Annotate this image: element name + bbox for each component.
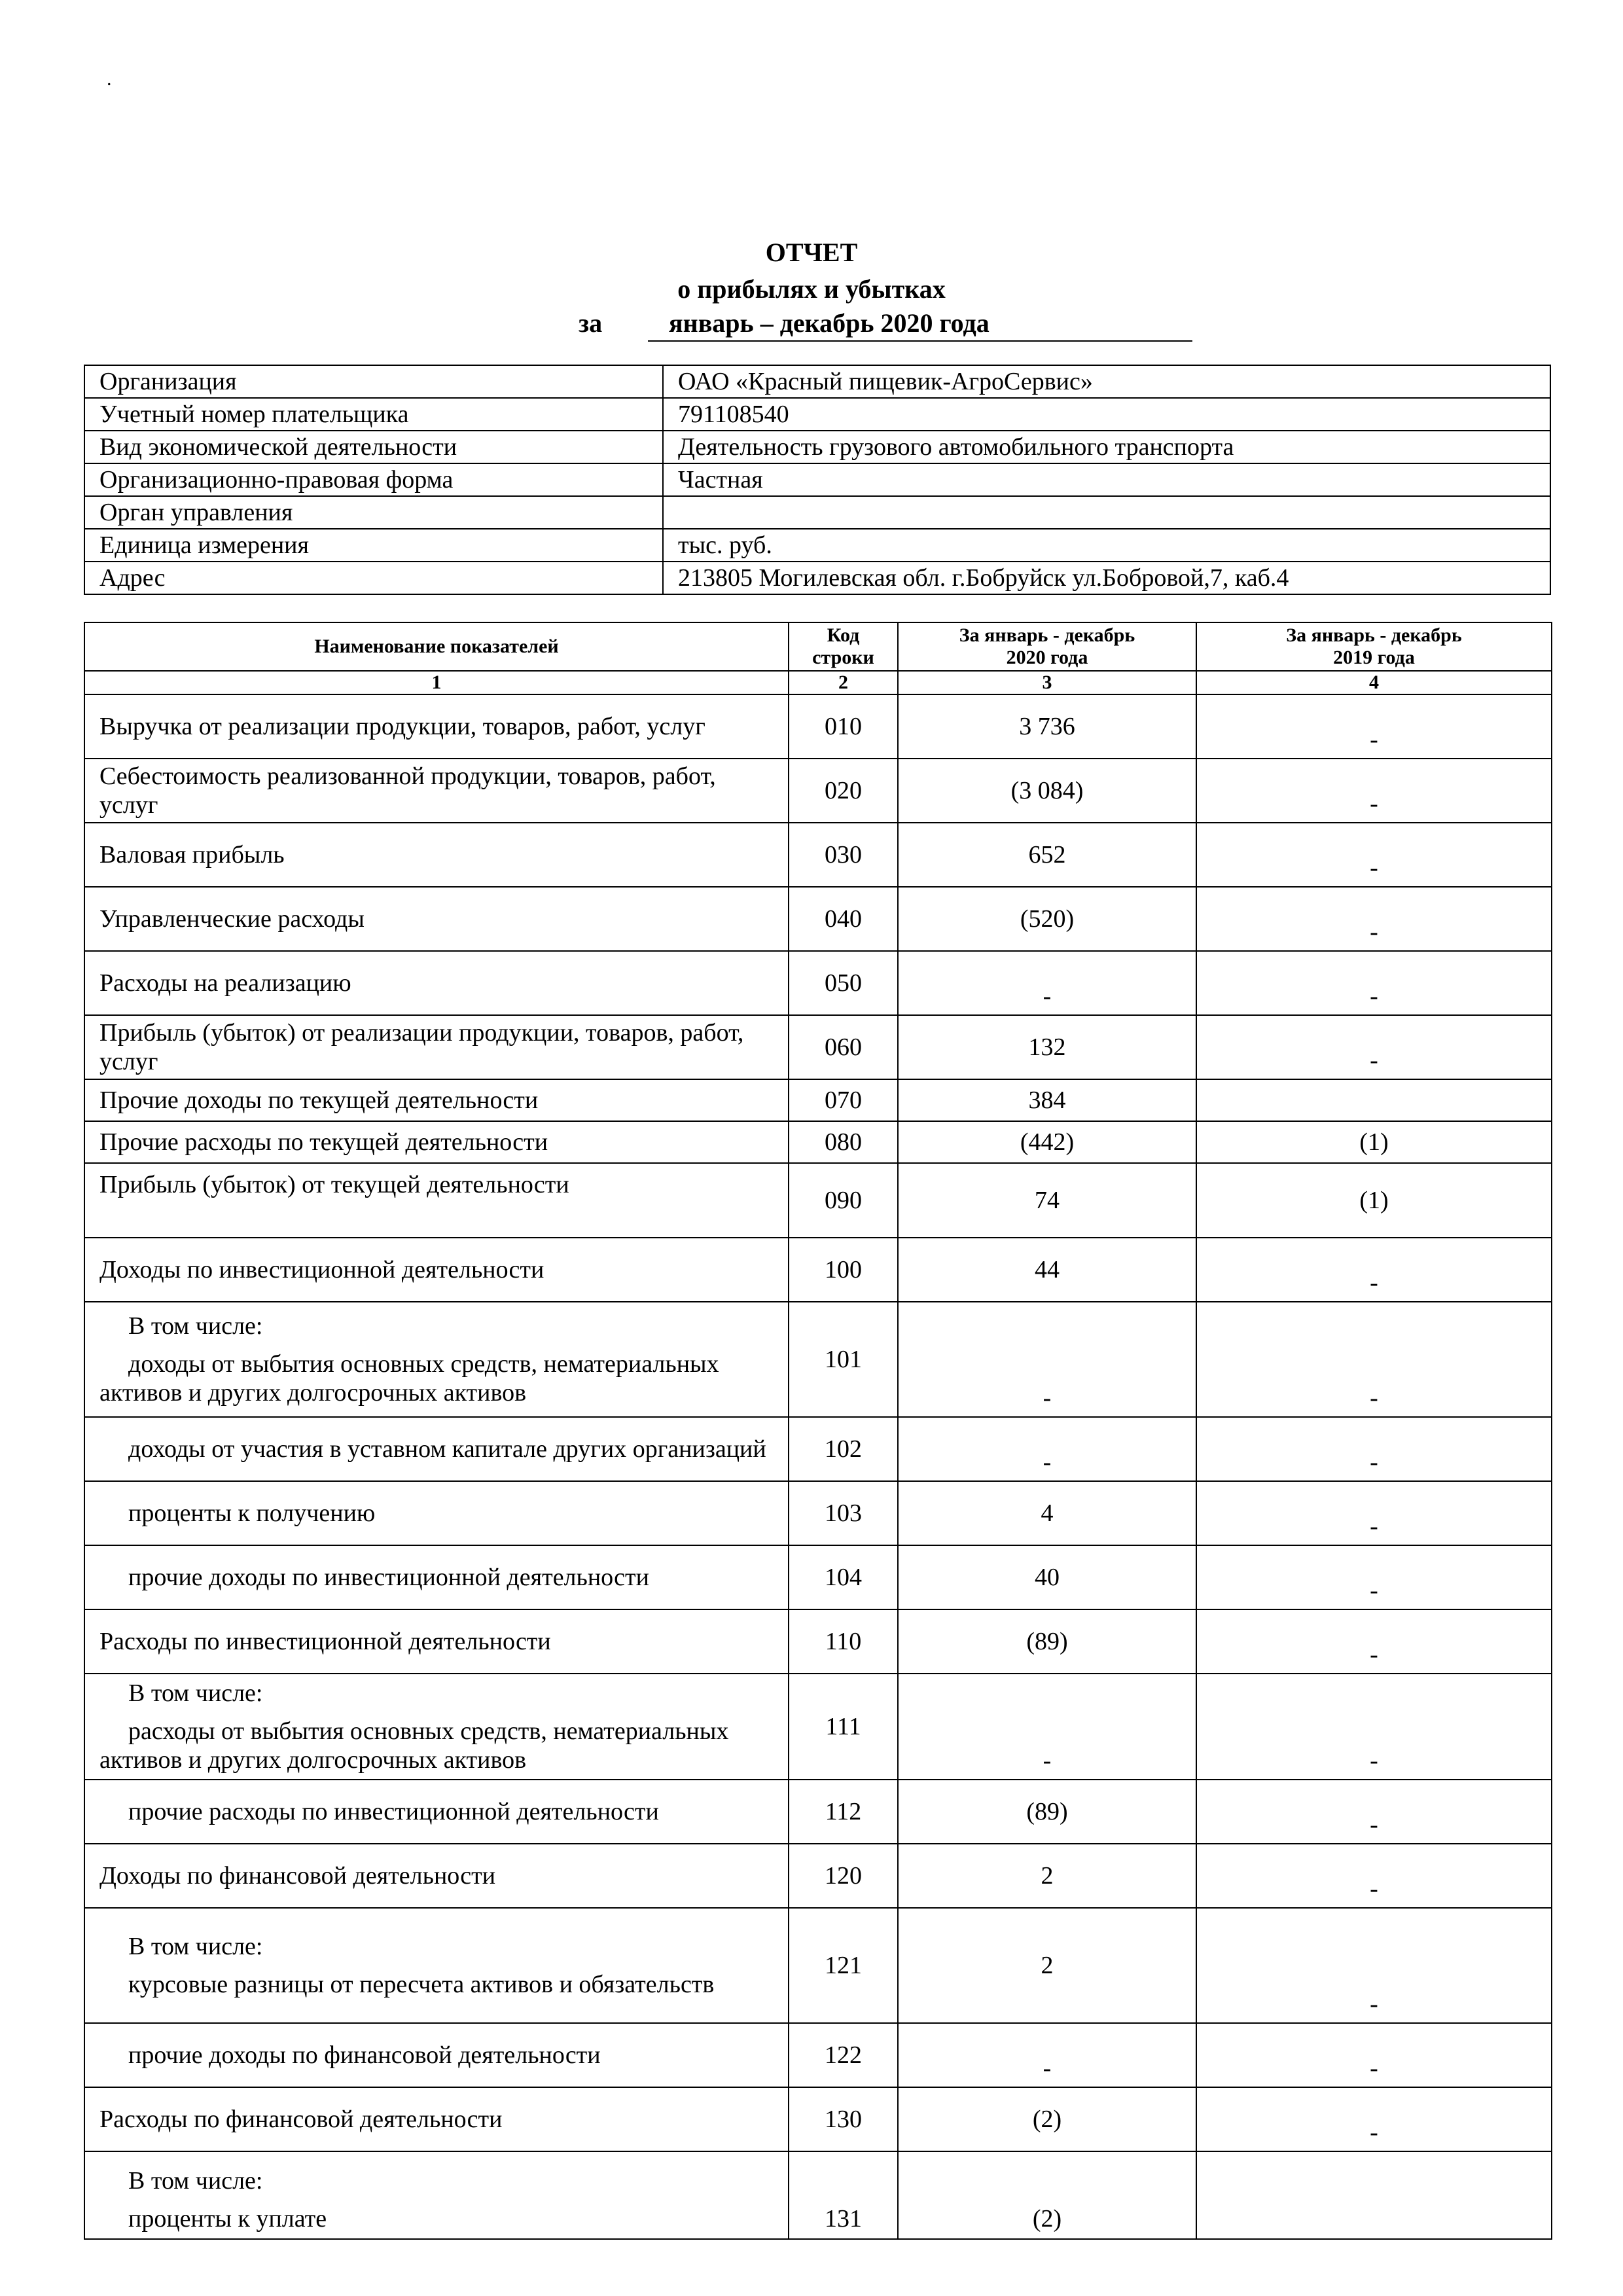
column-header-current — [898, 622, 1196, 671]
table-row — [84, 1302, 1552, 1417]
row-value-2019: - — [1196, 1609, 1552, 1674]
row-name-cell — [84, 1302, 789, 1417]
table-row — [84, 1417, 1552, 1481]
row-value-2019: - — [1196, 1481, 1552, 1545]
row-name: Расходы по инвестиционной деятельности — [84, 1609, 789, 1674]
table-row — [84, 951, 1552, 1015]
column-header-name: Наименование показателей — [84, 622, 789, 671]
column-number-row — [84, 671, 1552, 694]
row-name: Прибыль (убыток) от реализации продукции, товаров, работ, услуг — [84, 1015, 789, 1079]
column-header-previous-line1: За январь - декабрь — [1286, 624, 1462, 646]
report-period: январь – декабрь 2020 года — [648, 308, 1192, 342]
report-subtitle: о прибылях и убытках — [677, 274, 946, 304]
info-row — [84, 529, 1550, 562]
row-name: Прибыль (убыток) от текущей деятельности — [84, 1163, 789, 1238]
table-row — [84, 1163, 1552, 1238]
table-row — [84, 1481, 1552, 1545]
info-label: Адрес — [84, 562, 663, 594]
row-value-2020: 2 — [898, 1908, 1196, 2023]
row-value-2019 — [1196, 2151, 1552, 2239]
row-code: 120 — [789, 1844, 898, 1908]
row-value-2019: - — [1196, 1417, 1552, 1481]
row-value-2019: (1) — [1196, 1163, 1552, 1238]
row-value-2020: (2) — [898, 2087, 1196, 2151]
table-row — [84, 1609, 1552, 1674]
column-number: 1 — [84, 671, 789, 694]
row-value-2020: (520) — [898, 887, 1196, 951]
report-title: ОТЧЕТ — [765, 238, 858, 267]
row-name: прочие доходы по финансовой деятельности — [128, 2041, 601, 2069]
row-name: прочие доходы по инвестиционной деятельности — [128, 1564, 649, 1591]
row-name: курсовые разницы от пересчета активов и обязательств — [128, 1971, 715, 1998]
table-row — [84, 1121, 1552, 1163]
row-code: 030 — [789, 823, 898, 887]
row-value-2020: 44 — [898, 1238, 1196, 1302]
info-value: Деятельность грузового автомобильного транспорта — [663, 431, 1550, 463]
table-row — [84, 887, 1552, 951]
table-row — [84, 1545, 1552, 1609]
row-name: проценты к уплате — [128, 2205, 327, 2233]
table-row — [84, 2151, 1552, 2239]
row-value-2019 — [1196, 1079, 1552, 1121]
column-number: 3 — [898, 671, 1196, 694]
info-value: ОАО «Красный пищевик-АгроСервис» — [663, 365, 1550, 398]
page-dot: . — [107, 68, 112, 90]
row-name-cell — [84, 2023, 789, 2087]
row-value-2019: - — [1196, 1674, 1552, 1780]
row-value-2020: 652 — [898, 823, 1196, 887]
row-value-2019: - — [1196, 759, 1552, 823]
table-row — [84, 1844, 1552, 1908]
row-name: доходы от выбытия основных средств, нематериальных активов и других долгосрочных активов — [99, 1350, 719, 1407]
row-code: 121 — [789, 1908, 898, 2023]
table-row — [84, 1674, 1552, 1780]
row-name: Расходы на реализацию — [84, 951, 789, 1015]
column-header-previous — [1196, 622, 1552, 671]
row-code: 070 — [789, 1079, 898, 1121]
row-code: 080 — [789, 1121, 898, 1163]
row-code: 050 — [789, 951, 898, 1015]
row-code: 060 — [789, 1015, 898, 1079]
row-value-2019: - — [1196, 1844, 1552, 1908]
profit-loss-table — [84, 622, 1552, 2240]
info-value: тыс. руб. — [663, 529, 1550, 562]
row-name: Прочие расходы по текущей деятельности — [84, 1121, 789, 1163]
row-value-2020: (2) — [898, 2151, 1196, 2239]
row-code: 040 — [789, 887, 898, 951]
row-code: 131 — [789, 2151, 898, 2239]
row-code: 110 — [789, 1609, 898, 1674]
table-row — [84, 1238, 1552, 1302]
table-row — [84, 1780, 1552, 1844]
info-row — [84, 431, 1550, 463]
row-code: 102 — [789, 1417, 898, 1481]
info-label: Организационно-правовая форма — [84, 463, 663, 496]
row-name-cell — [84, 1674, 789, 1780]
row-value-2020: 74 — [898, 1163, 1196, 1238]
info-value — [663, 496, 1550, 529]
row-note: В том числе: — [128, 1312, 263, 1340]
info-value: 791108540 — [663, 398, 1550, 431]
column-header-code-line1: Код — [827, 624, 860, 646]
row-value-2020: - — [898, 1302, 1196, 1417]
row-value-2020: - — [898, 951, 1196, 1015]
row-name: прочие расходы по инвестиционной деятельности — [128, 1798, 659, 1825]
row-code: 103 — [789, 1481, 898, 1545]
info-row — [84, 496, 1550, 529]
row-name: проценты к получению — [128, 1499, 376, 1527]
row-value-2019: - — [1196, 1908, 1552, 2023]
row-name-cell — [84, 2151, 789, 2239]
row-code: 100 — [789, 1238, 898, 1302]
row-value-2019: (1) — [1196, 1121, 1552, 1163]
column-number: 4 — [1196, 671, 1552, 694]
row-value-2019: - — [1196, 1015, 1552, 1079]
row-name: Валовая прибыль — [84, 823, 789, 887]
row-name-cell — [84, 1417, 789, 1481]
row-name: Себестоимость реализованной продукции, товаров, работ, услуг — [84, 759, 789, 823]
row-value-2019: - — [1196, 2023, 1552, 2087]
column-header-current-line2: 2020 года — [1006, 647, 1088, 668]
info-row — [84, 398, 1550, 431]
row-value-2020: 2 — [898, 1844, 1196, 1908]
row-name: Доходы по финансовой деятельности — [84, 1844, 789, 1908]
table-row — [84, 759, 1552, 823]
row-value-2019: - — [1196, 2087, 1552, 2151]
row-code: 101 — [789, 1302, 898, 1417]
info-value: 213805 Могилевская обл. г.Бобруйск ул.Бобровой,7, каб.4 — [663, 562, 1550, 594]
organization-info-table — [84, 365, 1551, 595]
table-row — [84, 1908, 1552, 2023]
info-row — [84, 562, 1550, 594]
info-label: Организация — [84, 365, 663, 398]
column-header-code — [789, 622, 898, 671]
row-value-2019: - — [1196, 823, 1552, 887]
row-value-2020: (3 084) — [898, 759, 1196, 823]
row-value-2020: (89) — [898, 1609, 1196, 1674]
row-name-cell — [84, 1545, 789, 1609]
table-row — [84, 2023, 1552, 2087]
info-label: Вид экономической деятельности — [84, 431, 663, 463]
row-name-cell — [84, 1908, 789, 2023]
table-row — [84, 823, 1552, 887]
row-code: 010 — [789, 694, 898, 759]
row-name: Прочие доходы по текущей деятельности — [84, 1079, 789, 1121]
row-note: В том числе: — [128, 2167, 263, 2195]
row-value-2020: 3 736 — [898, 694, 1196, 759]
row-value-2019: - — [1196, 1238, 1552, 1302]
row-value-2020: - — [898, 1417, 1196, 1481]
row-value-2020: 132 — [898, 1015, 1196, 1079]
table-header-row — [84, 622, 1552, 671]
column-number: 2 — [789, 671, 898, 694]
row-code: 020 — [789, 759, 898, 823]
column-header-previous-line2: 2019 года — [1333, 647, 1415, 668]
row-value-2020: - — [898, 2023, 1196, 2087]
info-row — [84, 463, 1550, 496]
table-row — [84, 694, 1552, 759]
row-value-2020: - — [898, 1674, 1196, 1780]
row-code: 111 — [789, 1674, 898, 1780]
table-row — [84, 1015, 1552, 1079]
row-name: Выручка от реализации продукции, товаров, работ, услуг — [84, 694, 789, 759]
info-row — [84, 365, 1550, 398]
info-label: Единица измерения — [84, 529, 663, 562]
table-row — [84, 2087, 1552, 2151]
row-value-2019: - — [1196, 1545, 1552, 1609]
row-name-cell — [84, 1481, 789, 1545]
row-value-2019: - — [1196, 1780, 1552, 1844]
row-name: доходы от участия в уставном капитале других организаций — [128, 1435, 766, 1463]
row-value-2019: - — [1196, 887, 1552, 951]
column-header-code-line2: строки — [812, 647, 874, 668]
row-note: В том числе: — [128, 1679, 263, 1707]
row-name-cell — [84, 1780, 789, 1844]
period-prefix: за — [579, 308, 603, 338]
row-name: Расходы по финансовой деятельности — [84, 2087, 789, 2151]
row-value-2019: - — [1196, 1302, 1552, 1417]
row-value-2020: 384 — [898, 1079, 1196, 1121]
info-value: Частная — [663, 463, 1550, 496]
row-name: Управленческие расходы — [84, 887, 789, 951]
row-value-2020: 40 — [898, 1545, 1196, 1609]
row-code: 130 — [789, 2087, 898, 2151]
row-note: В том числе: — [128, 1933, 263, 1960]
row-value-2020: (442) — [898, 1121, 1196, 1163]
row-code: 112 — [789, 1780, 898, 1844]
row-code: 104 — [789, 1545, 898, 1609]
row-name: расходы от выбытия основных средств, нематериальных активов и других долгосрочных активов — [99, 1717, 729, 1774]
column-header-current-line1: За январь - декабрь — [959, 624, 1135, 646]
row-value-2020: 4 — [898, 1481, 1196, 1545]
row-value-2019: - — [1196, 694, 1552, 759]
row-code: 122 — [789, 2023, 898, 2087]
row-value-2019: - — [1196, 951, 1552, 1015]
info-label: Учетный номер плательщика — [84, 398, 663, 431]
row-code: 090 — [789, 1163, 898, 1238]
table-row — [84, 1079, 1552, 1121]
info-label: Орган управления — [84, 496, 663, 529]
row-name: Доходы по инвестиционной деятельности — [84, 1238, 789, 1302]
row-value-2020: (89) — [898, 1780, 1196, 1844]
